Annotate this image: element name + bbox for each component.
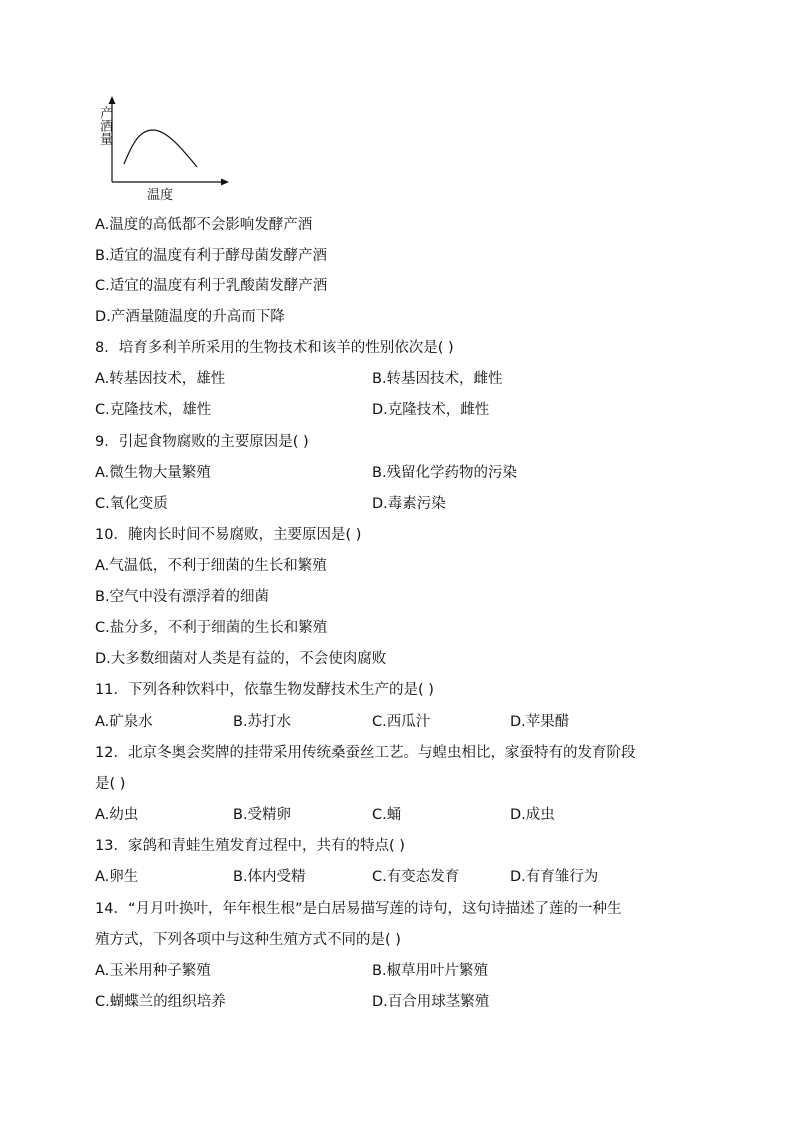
q8-option-c: C.克隆技术，雄性 [95,402,212,418]
q13-stem: 13．家鸽和青蛙生殖发育过程中，共有的特点( ) [95,838,405,854]
q9-option-a: A.微生物大量繁殖 [95,465,211,481]
q14-option-c: C.蝴蝶兰的组织培养 [95,994,226,1010]
q9-option-b: B.残留化学药物的污染 [372,465,518,481]
q7-option-c: C.适宜的温度有利于乳酸菌发酵产酒 [95,278,328,294]
q13-option-c: C.有变态发育 [372,869,460,885]
q12-option-d: D.成虫 [510,807,555,823]
q14-option-b: B.椒草用叶片繁殖 [372,963,489,979]
yield-curve [124,130,197,167]
q14-stem-line2: 殖方式，下列各项中与这种生殖方式不同的是( ) [95,932,401,948]
q10-stem: 10．腌肉长时间不易腐败，主要原因是( ) [95,527,362,543]
q8-option-d: D.克隆技术，雌性 [372,402,490,418]
q9-option-c: C.氧化变质 [95,496,168,512]
q7-option-d: D.产酒量随温度的升高而下降 [95,309,285,325]
q12-option-b: B.受精卵 [233,807,292,823]
q7-option-b: B.适宜的温度有利于酵母菌发酵产酒 [95,248,328,264]
q12-option-c: C.蛹 [372,807,402,823]
q11-option-a: A.矿泉水 [95,714,153,730]
q12-stem-line2: 是( ) [95,776,126,792]
q14-stem-line1: 14．“月月叶换叶，年年根生根”是白居易描写莲的诗句，这句诗描述了莲的一种生 [95,901,622,917]
x-axis-arrow [221,179,229,186]
q12-stem-line1: 12．北京冬奥会奖牌的挂带采用传统桑蚕丝工艺。与蝗虫相比，家蚕特有的发育阶段 [95,745,636,761]
y-axis-arrow [109,96,116,104]
figure-y-label: 产酒量 [97,106,112,145]
q9-stem: 9．引起食物腐败的主要原因是( ) [95,434,309,450]
q10-option-b: B.空气中没有漂浮着的细菌 [95,589,270,605]
q11-option-c: C.西瓜汁 [372,714,431,730]
temperature-yield-figure [95,92,240,208]
q14-option-a: A.玉米用种子繁殖 [95,963,211,979]
q9-option-d: D.毒素污染 [372,496,446,512]
q13-option-a: A.卵生 [95,869,139,885]
q13-option-d: D.有育雏行为 [510,869,599,885]
figure-x-label: 温度 [147,188,174,203]
q11-stem: 11．下列各种饮料中，依靠生物发酵技术生产的是( ) [95,682,434,698]
q8-stem: 8．培育多利羊所采用的生物技术和该羊的性别依次是( ) [95,340,454,356]
q10-option-d: D.大多数细菌对人类是有益的，不会使肉腐败 [95,651,387,667]
q10-option-a: A.气温低，不利于细菌的生长和繁殖 [95,558,327,574]
q11-option-b: B.苏打水 [233,714,292,730]
q10-option-c: C.盐分多，不利于细菌的生长和繁殖 [95,620,328,636]
q12-option-a: A.幼虫 [95,807,139,823]
q8-option-a: A.转基因技术，雄性 [95,371,226,387]
q11-option-d: D.苹果醋 [510,714,570,730]
q8-option-b: B.转基因技术，雌性 [372,371,503,387]
q14-option-d: D.百合用球茎繁殖 [372,994,490,1010]
q13-option-b: B.体内受精 [233,869,306,885]
q7-option-a: A.温度的高低都不会影响发酵产酒 [95,217,313,233]
